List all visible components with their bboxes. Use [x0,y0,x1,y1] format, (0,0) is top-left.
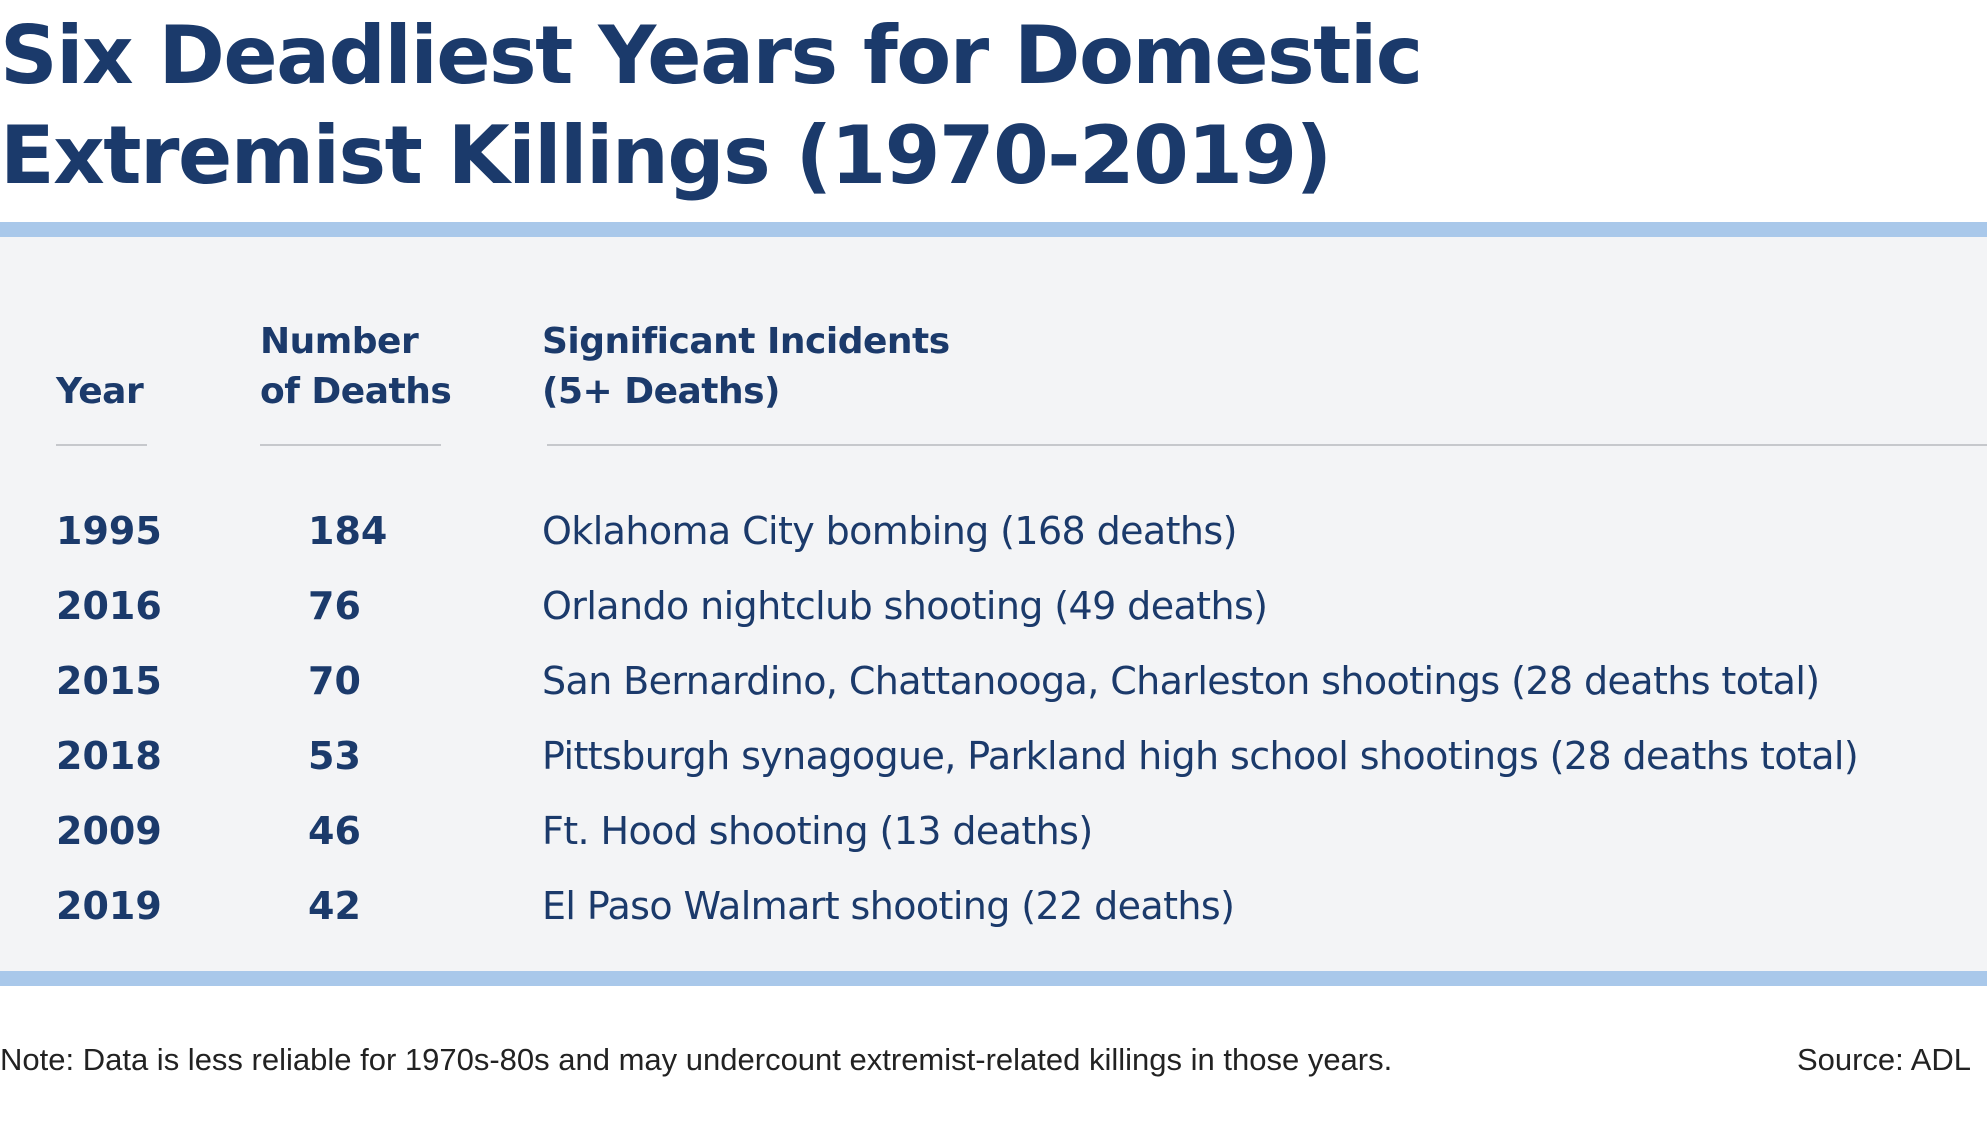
column-header-deaths [260,317,451,417]
table-row [0,869,1987,944]
data-table [0,222,1987,986]
year-cell: 2018 [56,734,162,778]
footnote: Note: Data is less reliable for 1970s-80s and may undercount extremist-related killings in those years. [0,1042,1393,1077]
source-credit: Source: ADL [1796,1042,1971,1077]
table-row [0,569,1987,644]
deaths-cell: 184 [308,509,388,553]
year-cell: 2009 [56,809,162,853]
table-row [0,494,1987,569]
incidents-cell: El Paso Walmart shooting (22 deaths) [542,884,1235,928]
deaths-cell: 53 [308,734,361,778]
incidents-cell: Oklahoma City bombing (168 deaths) [542,509,1237,553]
deaths-cell: 42 [308,884,361,928]
year-cell: 2019 [56,884,162,928]
table-row [0,719,1987,794]
header-divider-year [56,444,147,446]
column-header-year-label: Year [56,371,144,412]
year-cell: 2015 [56,659,162,703]
deaths-cell: 70 [308,659,361,703]
incidents-cell: San Bernardino, Chattanooga, Charleston shootings (28 deaths total) [542,659,1820,703]
column-header-incidents-line-2: (5+ Deaths) [542,371,781,412]
table-row [0,644,1987,719]
deaths-cell: 46 [308,809,361,853]
chart-title [0,6,1422,206]
chart-title-line-2: Extremist Killings (1970-2019) [0,109,1331,202]
column-header-year [56,367,143,417]
table-row [0,794,1987,869]
incidents-cell: Orlando nightclub shooting (49 deaths) [542,584,1268,628]
year-cell: 1995 [56,509,162,553]
year-cell: 2016 [56,584,162,628]
column-header-deaths-line-1: Number [260,321,419,362]
column-header-incidents-line-1: Significant Incidents [542,321,950,362]
incidents-cell: Pittsburgh synagogue, Parkland high school shootings (28 deaths total) [542,734,1859,778]
header-divider-incidents [547,444,1987,446]
deaths-cell: 76 [308,584,361,628]
chart-title-line-1: Six Deadliest Years for Domestic [0,9,1422,102]
header-divider-deaths [260,444,441,446]
incidents-cell: Ft. Hood shooting (13 deaths) [542,809,1093,853]
column-header-incidents [542,317,950,417]
column-header-deaths-line-2: of Deaths [260,371,452,412]
